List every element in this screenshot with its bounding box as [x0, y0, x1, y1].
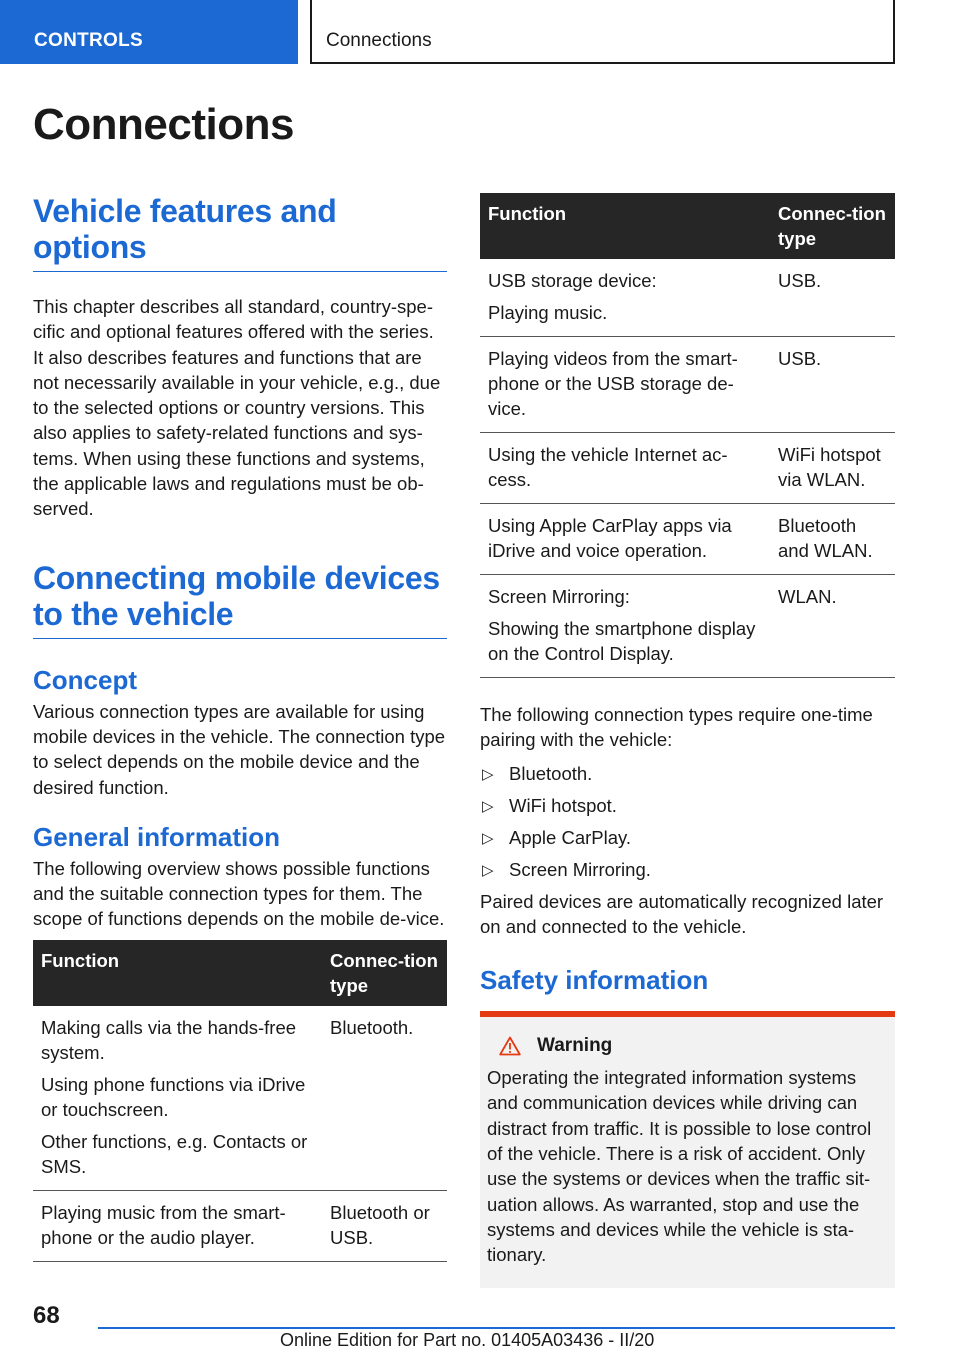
- page-number: 68: [33, 1302, 60, 1329]
- function-cell: Playing videos from the smart-phone or the USB storage de-vice.: [480, 337, 770, 433]
- triangle-bullet-icon: ▷: [482, 829, 494, 847]
- connection-table-left: [33, 940, 447, 1262]
- table-row: [480, 433, 895, 504]
- function-cell: Playing music from the smart-phone or the audio player.: [33, 1190, 322, 1261]
- function-cell: Showing the smartphone display on the Control Display.: [488, 618, 756, 664]
- list-item: ▷ WiFi hotspot.: [480, 793, 895, 818]
- table-row: [480, 504, 895, 575]
- connection-type-cell: WLAN.: [770, 575, 895, 678]
- triangle-bullet-icon: ▷: [482, 861, 494, 879]
- table-row: [480, 575, 895, 678]
- column-header-function: Function: [480, 193, 770, 259]
- table-header-row: [480, 193, 895, 259]
- connection-type-cell: Bluetooth.: [322, 1006, 447, 1191]
- pairing-list: [480, 761, 895, 882]
- warning-text: Operating the integrated information systems and communication devices while driving can distract from traffic. It is possible to lose control of the vehicle. There is a risk of accident. Only use the systems or devices when the traffic sit-uation allows. As warranted, stop and use the systems and devices while the vehicle is sta-tionary.: [487, 1067, 872, 1266]
- connection-type-cell: WiFi hotspot via WLAN.: [770, 433, 895, 504]
- function-cell: Making calls via the hands-free system.: [41, 1016, 297, 1063]
- paragraph-paired-devices: Paired devices are automatically recognized later on and connected to the vehicle.: [480, 890, 884, 937]
- connection-type-cell: Bluetooth or USB.: [322, 1190, 447, 1261]
- warning-triangle-icon: [499, 1036, 521, 1056]
- heading-connecting-devices: Connecting mobile devices to the vehicle: [33, 560, 447, 639]
- column-header-connection-type: Connec-tion type: [322, 940, 447, 1006]
- function-cell: Screen Mirroring:: [488, 586, 630, 607]
- footer-edition: Online Edition for Part no. 01405A03436 - II/20: [280, 1330, 655, 1350]
- column-header-connection-type: Connec-tion type: [770, 193, 895, 259]
- page-title: Connections: [33, 100, 294, 149]
- warning-title: Warning: [537, 1035, 613, 1057]
- footer-divider: [98, 1327, 895, 1329]
- chapter-label: Connections: [326, 30, 432, 51]
- section-tab: [0, 0, 298, 64]
- chapter-tab: [310, 0, 895, 64]
- column-header-function: Function: [33, 940, 322, 1006]
- function-cell: USB storage device:: [488, 270, 657, 291]
- paragraph-concept: Various connection types are available for using mobile devices in the vehicle. The connection type to select depends on the mobile device and the desired function.: [33, 700, 446, 798]
- paragraph-general-information: The following overview shows possible functions and the suitable connection types for them. The scope of functions depends on the mobile de-vice.: [33, 857, 445, 930]
- left-column: [33, 193, 447, 1262]
- heading-vehicle-features: Vehicle features and options: [33, 193, 447, 272]
- warning-box: [480, 1011, 895, 1287]
- list-item: ▷ Screen Mirroring.: [480, 857, 895, 882]
- heading-general-information: General information: [33, 821, 281, 852]
- table-row: [480, 337, 895, 433]
- table-header-row: [33, 940, 447, 1006]
- section-label: CONTROLS: [34, 30, 144, 51]
- function-cell: Using Apple CarPlay apps via iDrive and voice operation.: [480, 504, 770, 575]
- paragraph-vehicle-features: This chapter describes all standard, country-spe-cific and optional features offered with the series. It also describes features and functions that are not necessarily available in your vehicle, e.g., due to the selected options or country versions. This also applies to safety-related functions and sys-tems. When using these functions and systems, the applicable laws and regulations must be ob-served.: [33, 296, 441, 520]
- paragraph-pairing: The following connection types require one-time pairing with the vehicle:: [480, 704, 873, 751]
- warning-header: [487, 1035, 887, 1057]
- heading-safety-information: Safety information: [480, 965, 709, 996]
- triangle-bullet-icon: ▷: [482, 797, 494, 815]
- triangle-bullet-icon: ▷: [482, 765, 494, 783]
- connection-type-cell: USB.: [770, 259, 895, 337]
- function-cell: Other functions, e.g. Contacts or SMS.: [41, 1130, 308, 1177]
- list-item: ▷ Apple CarPlay.: [480, 825, 895, 850]
- heading-concept: Concept: [33, 664, 137, 695]
- function-cell: Using phone functions via iDrive or touchscreen.: [41, 1073, 306, 1120]
- right-column: [480, 193, 895, 1288]
- connection-type-cell: USB.: [770, 337, 895, 433]
- connection-table-right: [480, 193, 895, 678]
- table-row: [480, 259, 895, 337]
- list-item: ▷ Bluetooth.: [480, 761, 895, 786]
- table-row: [33, 1190, 447, 1261]
- function-cell: Using the vehicle Internet ac-cess.: [480, 433, 770, 504]
- table-row: [33, 1006, 447, 1191]
- connection-type-cell: Bluetooth and WLAN.: [770, 504, 895, 575]
- function-cell: Playing music.: [488, 302, 608, 323]
